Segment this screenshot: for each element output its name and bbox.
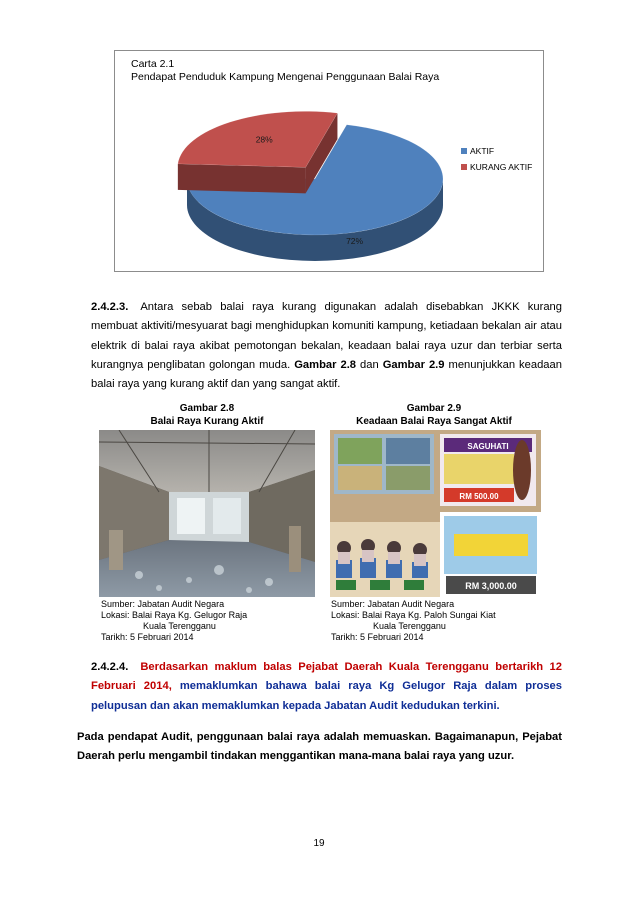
paragraph-number: 2.4.2.3.	[91, 301, 129, 313]
figure-2-8-location: Lokasi: Balai Raya Kg. Gelugor Raja	[101, 610, 248, 620]
pie-chart	[114, 50, 544, 272]
pie-label-kurang-aktif: 28%	[255, 134, 273, 145]
figure-2-9-location: Lokasi: Balai Raya Kg. Paloh Sungai Kiat	[331, 610, 496, 620]
legend-swatch-kurang-aktif	[461, 164, 467, 170]
chart-title: Pendapat Penduduk Kampung Mengenai Penggunaan Balai Raya	[131, 71, 440, 83]
legend-label-aktif: AKTIF	[470, 146, 495, 156]
figure-2-8-date: Tarikh: 5 Februari 2014	[101, 632, 194, 642]
figure-2-9-source: Sumber: Jabatan Audit Negara	[331, 599, 455, 609]
photo-damaged-hall-illustration	[99, 430, 315, 597]
photo-balai-raya-kurang-aktif	[99, 430, 315, 597]
figure-2-8-title: Balai Raya Kurang Aktif	[150, 416, 264, 427]
paragraph-number: 2.4.2.4.	[91, 661, 129, 673]
figure-2-9-caption	[324, 402, 544, 428]
banner-saguhati-label: SAGUHATI	[467, 442, 509, 451]
paragraph-2-4-2-3	[91, 298, 562, 394]
figure-2-9-location-city: Kuala Terengganu	[373, 621, 446, 631]
paragraph-2-4-2-4	[91, 658, 562, 716]
figure-2-9-number: Gambar 2.9	[406, 403, 462, 414]
photo-active-hall-illustration	[330, 430, 541, 597]
paragraph-text-b: menunjukkan keadaan balai raya yang kurang aktif dan yang sangat aktif.	[91, 358, 562, 391]
figure-ref-2-9: Gambar 2.9	[382, 358, 445, 371]
banner-saguhati-amount: RM 500.00	[459, 492, 499, 501]
figure-2-8-caption	[97, 402, 317, 428]
audit-opinion-paragraph: Pada pendapat Audit, penggunaan balai raya adalah memuaskan. Bagaimanapun, Pejabat Daerah perlu mengambil tindakan menggantikan mana-mana balai raya yang uzur.	[77, 731, 562, 763]
chart-legend	[461, 143, 532, 175]
banner-cheque-amount: RM 3,000.00	[465, 581, 517, 591]
legend-label-kurang-aktif: KURANG AKTIF	[470, 162, 533, 172]
figure-2-8-source: Sumber: Jabatan Audit Negara	[101, 599, 225, 609]
chart-label: Carta 2.1	[131, 58, 175, 70]
figure-2-8-source-block	[101, 599, 247, 643]
figure-ref-2-8: Gambar 2.8	[294, 358, 357, 371]
paragraph-and: dan	[356, 358, 383, 371]
legend-item-kurang-aktif	[461, 159, 532, 175]
pie-label-aktif: 72%	[346, 236, 364, 247]
page-number: 19	[313, 838, 325, 849]
figure-2-9-title: Keadaan Balai Raya Sangat Aktif	[356, 416, 512, 427]
figure-2-8-location-city: Kuala Terengganu	[143, 621, 216, 631]
figure-2-8-number: Gambar 2.8	[179, 403, 235, 414]
figure-2-9-date: Tarikh: 5 Februari 2014	[331, 632, 424, 642]
paragraph-text-blue: memaklumkan bahawa balai raya Kg Gelugor Raja dalam proses pelupusan dan akan memaklumkan kepada Jabatan Audit kedudukan terkini.	[91, 680, 562, 712]
paragraph-text-a: Antara sebab balai raya kurang digunakan adalah disebabkan JKKK kurang membuat aktiviti/mesyuarat bagi menghidupkan komuniti kampung, ketiadaan bekalan air atau elektrik di balai raya akibat pemotongan bekalan, keadaan balai raya uzur dan terbiar serta kurangnya penglibatan golongan muda.	[91, 301, 562, 371]
legend-item-aktif	[461, 143, 532, 159]
paragraph-text-red: Berdasarkan maklum balas Pejabat Daerah Kuala Terengganu bertarikh 12 Februari 2014,	[91, 661, 562, 693]
photo-balai-raya-sangat-aktif	[330, 430, 541, 597]
legend-swatch-aktif	[461, 148, 467, 154]
figure-2-9-source-block	[331, 599, 496, 643]
